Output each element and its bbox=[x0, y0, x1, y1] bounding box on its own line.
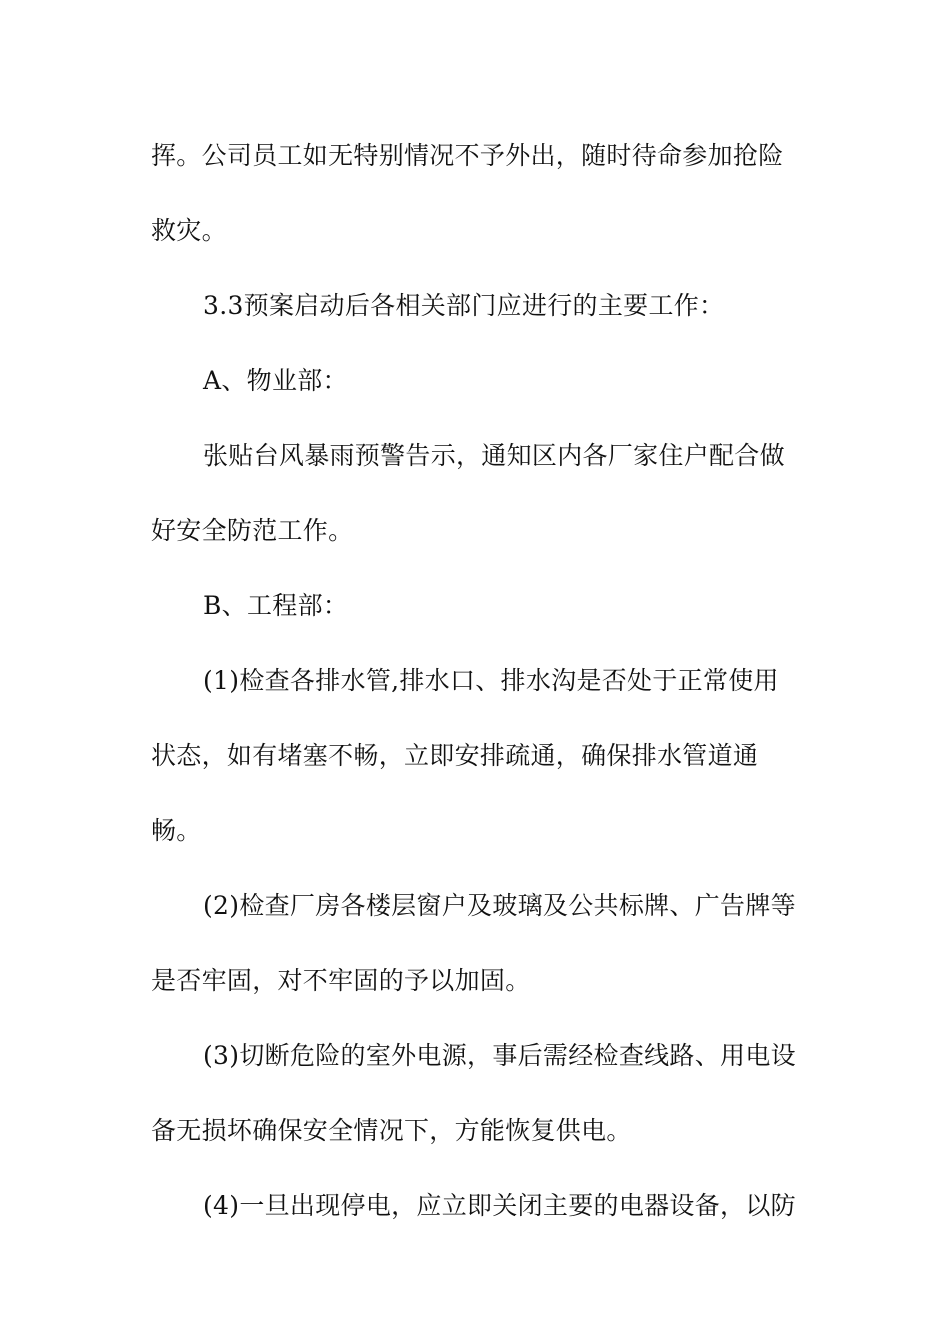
text-line: 挥。公司员工如无特别情况不予外出，随时待命参加抢险 bbox=[151, 141, 784, 170]
list-item: (2)检查厂房各楼层窗户及玻璃及公共标牌、广告牌等 bbox=[203, 891, 796, 920]
section-heading: 3.3预案启动后各相关部门应进行的主要工作： bbox=[203, 291, 725, 320]
text-line: 张贴台风暴雨预警告示，通知区内各厂家住户配合做 bbox=[203, 441, 785, 470]
text-line: 好安全防范工作。 bbox=[151, 516, 354, 545]
list-item: (3)切断危险的室外电源，事后需经检查线路、用电设 bbox=[203, 1041, 796, 1070]
list-item: (4)一旦出现停电，应立即关闭主要的电器设备，以防 bbox=[203, 1191, 796, 1220]
document-body bbox=[151, 118, 803, 1243]
list-item: (1)检查各排水管,排水口、排水沟是否处于正常使用 bbox=[203, 666, 779, 695]
subsection-heading: A、物业部： bbox=[203, 366, 348, 395]
text-line: 救灾。 bbox=[151, 216, 227, 245]
text-line: 是否牢固，对不牢固的予以加固。 bbox=[151, 966, 531, 995]
subsection-heading: B、工程部： bbox=[203, 591, 349, 620]
text-line: 状态，如有堵塞不畅，立即安排疏通，确保排水管道通 bbox=[151, 741, 759, 770]
text-line: 畅。 bbox=[151, 816, 202, 845]
text-line: 备无损坏确保安全情况下，方能恢复供电。 bbox=[151, 1116, 632, 1145]
